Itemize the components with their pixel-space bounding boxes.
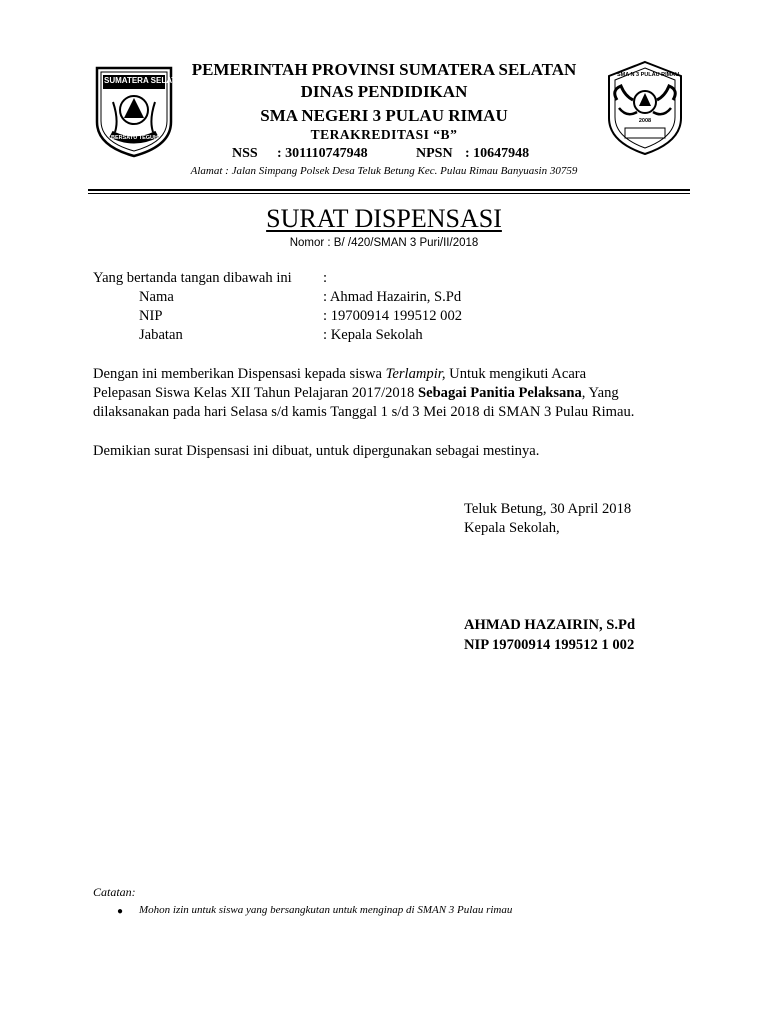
signatory-intro-colon: :: [323, 270, 328, 286]
p1-text-a: Dengan ini memberikan Dispensasi kepada siswa: [93, 366, 386, 382]
p1-line2-b: , Yang: [581, 385, 619, 401]
field-label-nip: NIP: [139, 308, 163, 324]
paragraph1-line1: [93, 365, 586, 384]
province-logo-text-bottom: BERSATU TEGUH: [111, 135, 158, 141]
note-label: Catatan:: [93, 885, 136, 899]
accreditation: TERAKREDITASI “B”: [310, 127, 458, 142]
field-value-nip: : 19700914 199512 002: [323, 308, 463, 324]
paragraph1-line3: dilaksanakan pada hari Selasa s/d kamis Tanggal 1 s/d 3 Mei 2018 di SMAN 3 Pulau Rimau.: [93, 404, 635, 420]
signatory-intro: Yang bertanda tangan dibawah ini: [93, 270, 292, 286]
paragraph1-line2: [93, 384, 619, 403]
note-item: Mohon izin untuk siswa yang bersangkutan untuk menginap di SMAN 3 Pulau rimau: [139, 904, 513, 916]
field-label-jabatan: Jabatan: [139, 327, 183, 343]
p1-bold: Sebagai Panitia Pelaksana: [417, 385, 582, 401]
signer-position: Kepala Sekolah,: [464, 520, 560, 536]
npsn-value: : 10647948: [465, 146, 530, 161]
signer-name: AHMAD HAZAIRIN, S.Pd: [464, 617, 636, 633]
signer-nip: NIP 19700914 199512 1 002: [464, 637, 635, 653]
field-value-nama: : Ahmad Hazairin, S.Pd: [323, 289, 462, 305]
letterhead-line3: SMA NEGERI 3 PULAU RIMAU: [260, 106, 508, 125]
npsn-label: NPSN: [416, 146, 453, 161]
place-date: Teluk Betung, 30 April 2018: [464, 501, 632, 517]
letterhead-rule-thick: [88, 189, 690, 191]
nss-value: : 301110747948: [277, 146, 368, 161]
paragraph2: Demikian surat Dispensasi ini dibuat, untuk dipergunakan sebagai mestinya.: [93, 443, 540, 459]
field-label-nama: Nama: [139, 289, 174, 305]
note-bullet-icon: ●: [117, 906, 124, 917]
school-logo-text-top: SMA N 3 PULAU RIMAU: [617, 72, 680, 78]
letter-title: [0, 204, 768, 234]
province-logo-text-top: SUMATERA SELATAN: [104, 76, 188, 85]
nss-label: NSS: [232, 146, 258, 161]
letter-number: Nomor : B/ /420/SMAN 3 Puri/II/2018: [289, 237, 479, 249]
letterhead-line1: PEMERINTAH PROVINSI SUMATERA SELATAN: [191, 60, 577, 79]
school-address: Alamat : Jalan Simpang Polsek Desa Teluk Betung Kec. Pulau Rimau Banyuasin 30759: [190, 165, 578, 177]
p1-text-b: Untuk mengikuti Acara: [445, 366, 587, 382]
letterhead-rule-thin: [88, 193, 690, 194]
letterhead-line2: DINAS PENDIDIKAN: [300, 82, 468, 101]
p1-line2-a: Pelepasan Siswa Kelas XII Tahun Pelajaran 2017/2018: [93, 385, 418, 401]
p1-italic: Terlampir,: [385, 366, 446, 382]
letter-title-text: SURAT DISPENSASI: [266, 204, 502, 233]
field-value-jabatan: : Kepala Sekolah: [323, 327, 423, 343]
school-logo-year: 2008: [638, 118, 652, 124]
